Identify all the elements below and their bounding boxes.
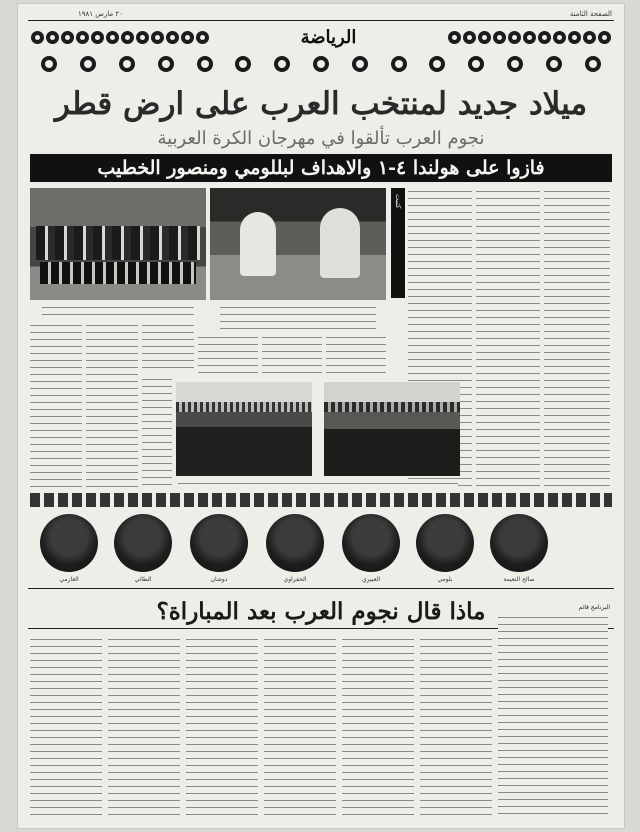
officials-photo bbox=[210, 188, 386, 300]
sport-icon bbox=[91, 31, 104, 44]
player-portrait bbox=[190, 514, 248, 572]
sport-icon bbox=[568, 31, 581, 44]
article-column bbox=[30, 322, 82, 488]
match-photo-caption bbox=[178, 480, 458, 488]
article-column bbox=[498, 614, 608, 820]
side-label: كتبت bbox=[394, 194, 402, 209]
player-name: العبيري bbox=[361, 576, 381, 583]
emblem-icon bbox=[313, 56, 329, 72]
sport-icon bbox=[478, 31, 491, 44]
photo-caption bbox=[42, 304, 194, 316]
sub-headline: نجوم العرب تألقوا في مهرجان الكرة العربية bbox=[157, 128, 485, 149]
player-portrait bbox=[114, 514, 172, 572]
sport-icons-right bbox=[447, 31, 612, 44]
article-column bbox=[142, 376, 172, 488]
player-name: الطائي bbox=[134, 576, 152, 583]
article-column bbox=[108, 636, 180, 820]
emblem-icon bbox=[158, 56, 174, 72]
date-line: ٢٠ مارس ١٩٨١ bbox=[78, 10, 123, 18]
sport-icon bbox=[463, 31, 476, 44]
player-name: صالح النعيمة bbox=[503, 576, 535, 583]
stadium-crowd bbox=[176, 402, 312, 412]
sport-icon bbox=[493, 31, 506, 44]
match-photo-left bbox=[176, 382, 312, 476]
article-column bbox=[262, 334, 322, 374]
emblem-icon bbox=[235, 56, 251, 72]
emblem-icon bbox=[197, 56, 213, 72]
emblem-icon bbox=[119, 56, 135, 72]
sport-icon bbox=[31, 31, 44, 44]
sport-icon bbox=[181, 31, 194, 44]
sport-icon bbox=[106, 31, 119, 44]
player-portrait bbox=[416, 514, 474, 572]
players-front-row bbox=[40, 262, 196, 284]
article-column bbox=[186, 636, 258, 820]
article-column bbox=[198, 334, 258, 374]
sport-icon bbox=[583, 31, 596, 44]
sport-icon bbox=[508, 31, 521, 44]
side-label-band bbox=[391, 188, 405, 298]
emblem-icon bbox=[352, 56, 368, 72]
sport-icon bbox=[196, 31, 209, 44]
match-photo-right bbox=[324, 382, 460, 476]
sport-icon-ribbon bbox=[30, 493, 612, 507]
emblem-icon bbox=[391, 56, 407, 72]
player-portrait bbox=[266, 514, 324, 572]
sport-icon bbox=[598, 31, 611, 44]
section-title: الرياضة bbox=[300, 26, 357, 48]
sport-icon bbox=[61, 31, 74, 44]
sport-icon bbox=[151, 31, 164, 44]
banner-headline: فازوا على هولندا ٤-١ والاهداف لبللومي ومنصور الخطيب bbox=[30, 154, 612, 182]
article-column bbox=[326, 334, 386, 374]
sport-icon bbox=[553, 31, 566, 44]
stadium-crowd bbox=[324, 402, 460, 412]
player-name: العازمي bbox=[59, 576, 79, 583]
newspaper-page bbox=[18, 4, 624, 828]
emblem-icon bbox=[546, 56, 562, 72]
box-label: البرنامج قائم bbox=[578, 604, 610, 611]
emblem-icon bbox=[274, 56, 290, 72]
sport-icon bbox=[121, 31, 134, 44]
emblem-icon bbox=[80, 56, 96, 72]
emblem-row bbox=[30, 54, 612, 74]
article-column bbox=[86, 322, 138, 488]
players-group bbox=[36, 226, 200, 260]
emblem-icon bbox=[41, 56, 57, 72]
sport-icons-left bbox=[30, 31, 210, 44]
section-rule bbox=[28, 588, 614, 589]
team-photo bbox=[30, 188, 206, 300]
emblem-icon bbox=[585, 56, 601, 72]
sport-icon bbox=[76, 31, 89, 44]
photo-caption bbox=[220, 304, 376, 332]
sport-icon bbox=[166, 31, 179, 44]
player-name: بلومي bbox=[437, 576, 453, 583]
article-column bbox=[420, 636, 492, 820]
article-column bbox=[30, 636, 102, 820]
emblem-icon bbox=[468, 56, 484, 72]
top-rule bbox=[28, 20, 614, 21]
person-figure bbox=[240, 212, 276, 276]
masthead-row bbox=[30, 26, 612, 48]
sport-icon bbox=[523, 31, 536, 44]
sport-icon bbox=[136, 31, 149, 44]
emblem-icon bbox=[507, 56, 523, 72]
page-label: الصفحة الثامنة bbox=[569, 10, 612, 18]
player-portrait bbox=[490, 514, 548, 572]
article-column bbox=[264, 636, 336, 820]
player-portrait bbox=[342, 514, 400, 572]
article-column bbox=[476, 188, 540, 488]
article-column bbox=[142, 322, 194, 372]
player-portrait bbox=[40, 514, 98, 572]
article-column bbox=[544, 188, 610, 488]
sport-icon bbox=[538, 31, 551, 44]
emblem-icon bbox=[429, 56, 445, 72]
bottom-headline: ماذا قال نجوم العرب بعد المباراة؟ bbox=[156, 598, 486, 625]
person-figure bbox=[320, 208, 360, 278]
main-headline: ميلاد جديد لمنتخب العرب على ارض قطر bbox=[54, 86, 588, 122]
sport-icon bbox=[448, 31, 461, 44]
player-name: الحفراوي bbox=[283, 576, 307, 583]
sport-icon bbox=[46, 31, 59, 44]
player-name: دوشان bbox=[210, 576, 228, 583]
article-column bbox=[342, 636, 414, 820]
